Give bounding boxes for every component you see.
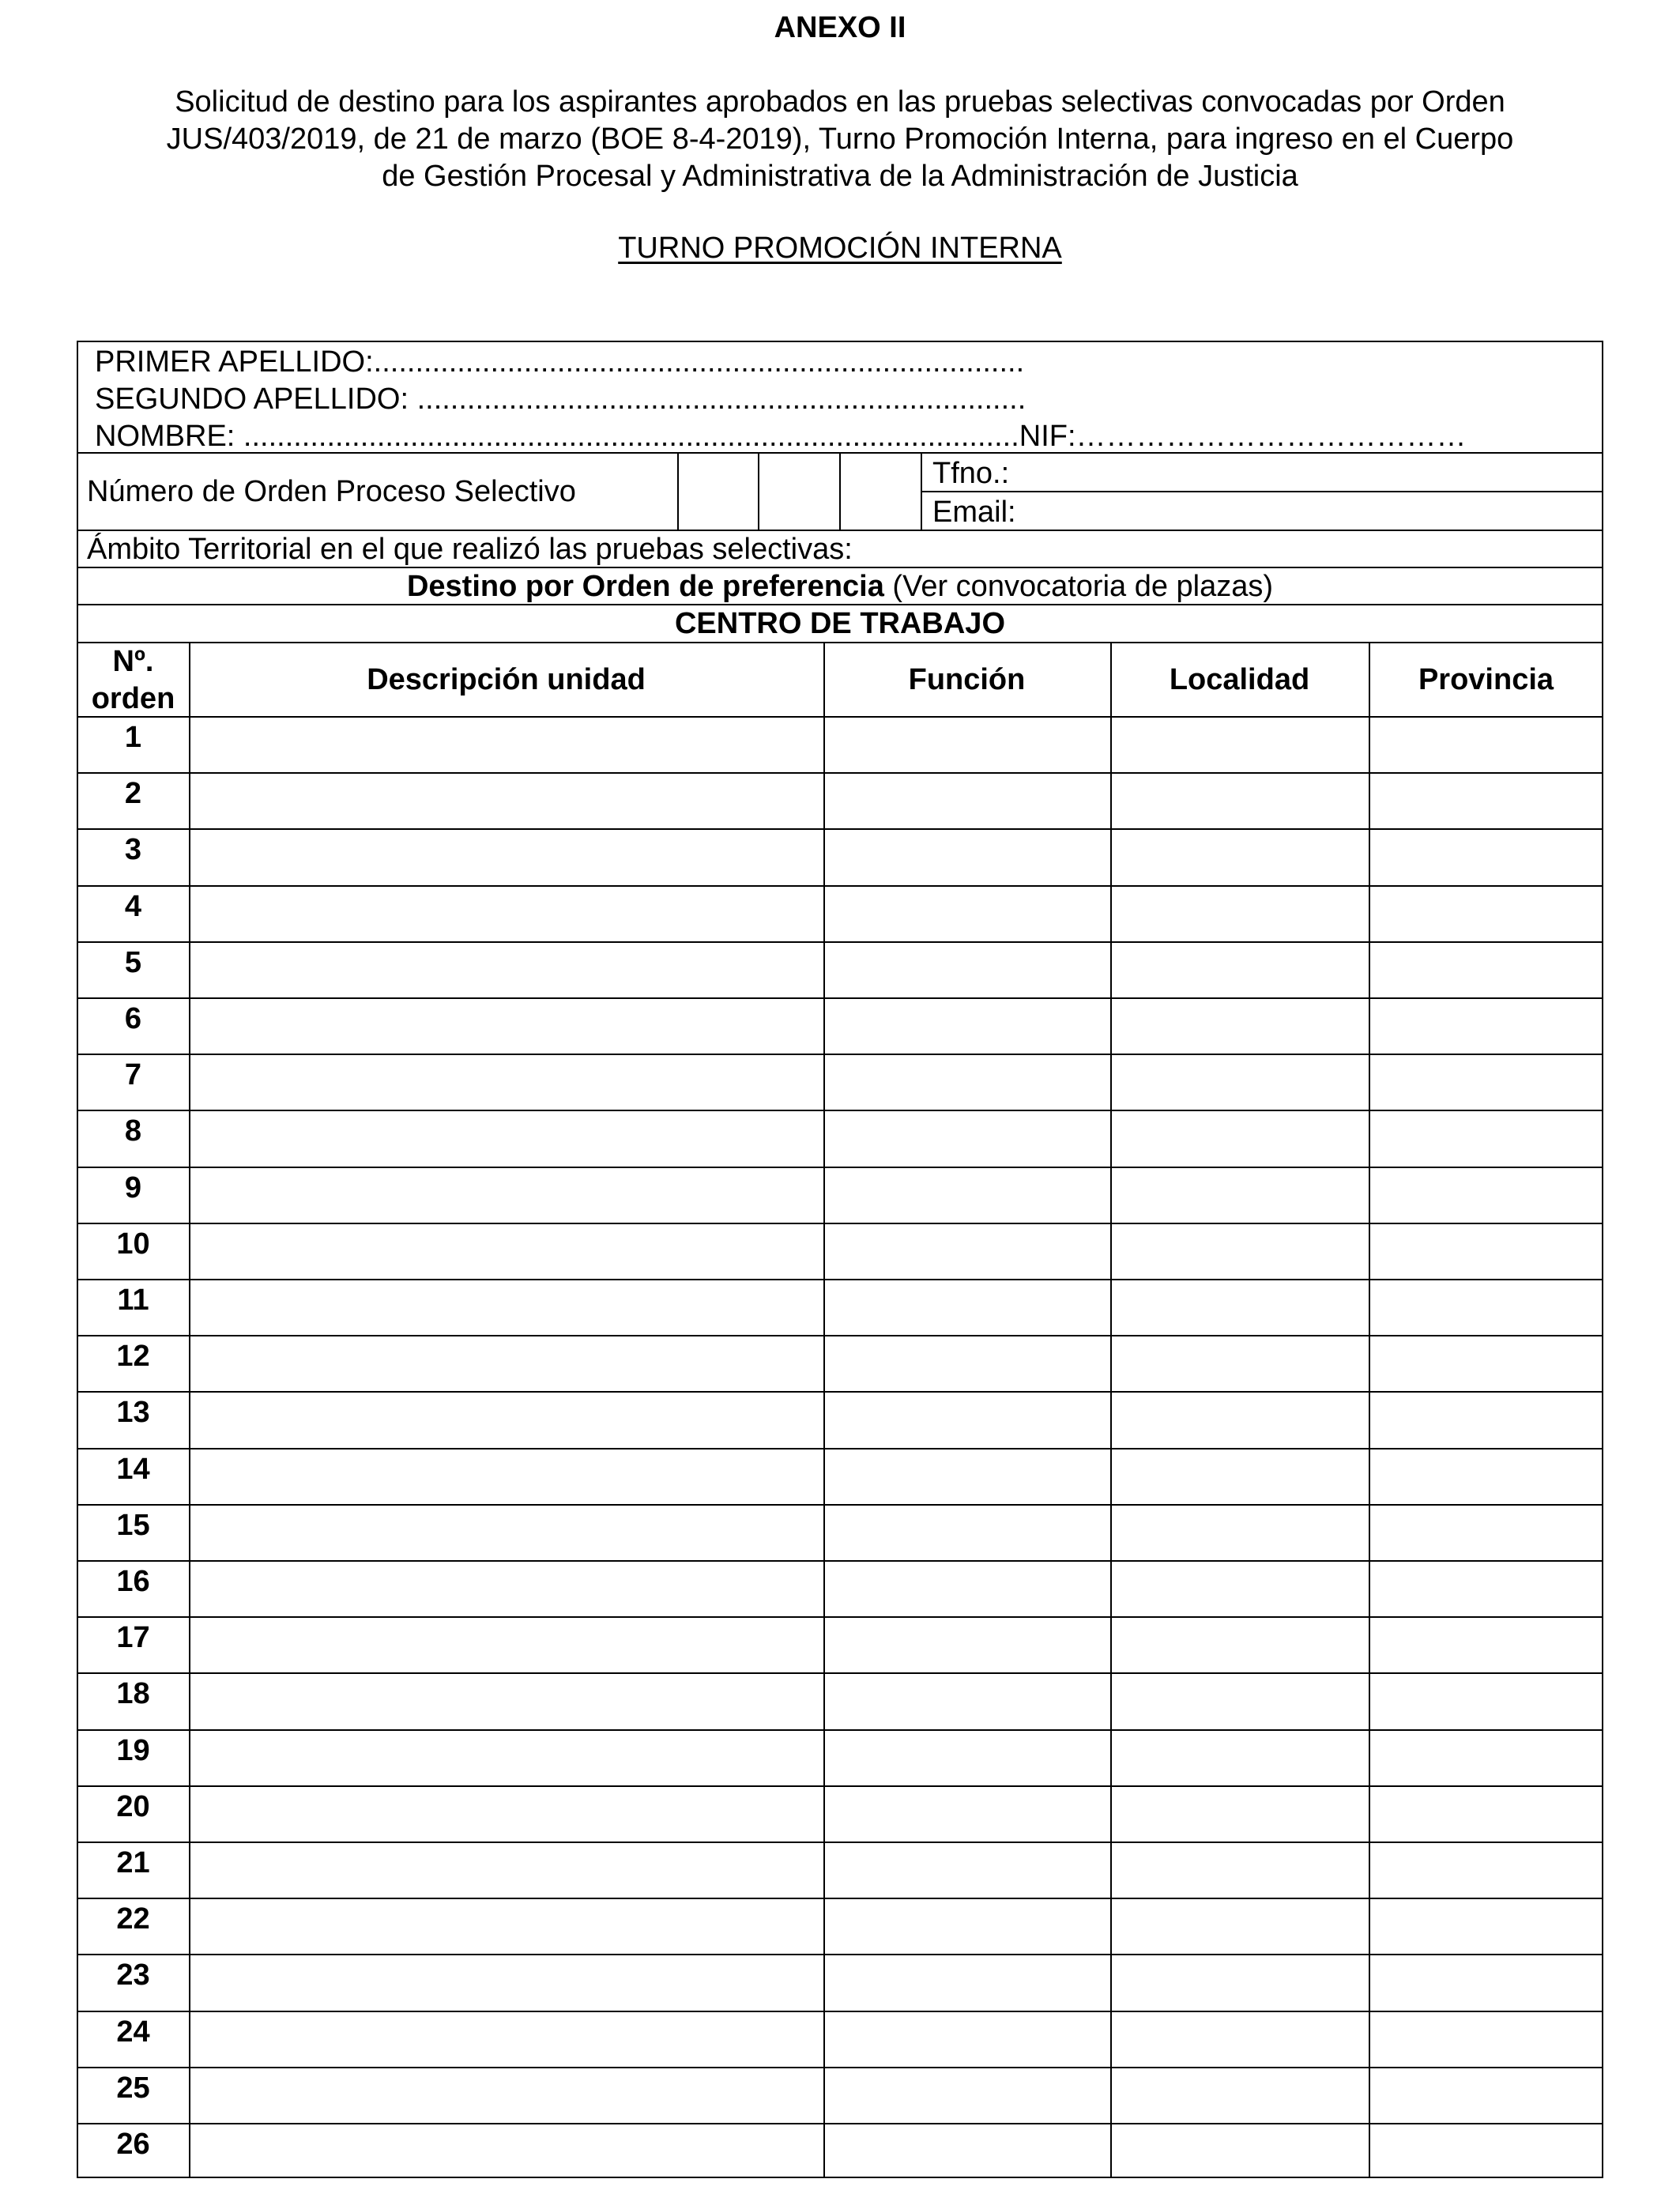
- row-number: 7: [124, 1058, 142, 1092]
- row-divider: [77, 2067, 1603, 2068]
- row-divider: [77, 885, 1603, 887]
- column-divider: [1369, 642, 1370, 2178]
- destino-heading: [77, 571, 1603, 601]
- annex-title: ANEXO II: [774, 11, 906, 44]
- row-number: 3: [124, 833, 142, 867]
- row-divider: [77, 1054, 1603, 1055]
- row-divider: [77, 2011, 1603, 2012]
- segundo-apellido-field[interactable]: SEGUNDO APELLIDO: .........................................................................: [95, 383, 1026, 416]
- numero-orden-box-3[interactable]: [841, 452, 922, 530]
- row-number: 11: [117, 1284, 149, 1317]
- primer-apellido-field[interactable]: PRIMER APELLIDO:..............................................................................: [95, 345, 1025, 379]
- row-number: 15: [116, 1508, 150, 1542]
- row-divider: [77, 1167, 1603, 1168]
- row-divider: [77, 772, 1603, 774]
- divider: [77, 642, 1603, 643]
- nombre-nif-field[interactable]: NOMBRE: .............................................................................................NIF:…………………………………: [95, 420, 1467, 453]
- row-number: 2: [124, 777, 142, 811]
- col-provincia-header: Provincia: [1418, 663, 1554, 696]
- row-number: 19: [116, 1733, 150, 1767]
- row-number: 9: [124, 1171, 142, 1204]
- column-divider: [1110, 642, 1112, 2178]
- row-divider: [77, 1223, 1603, 1224]
- row-number: 1: [124, 721, 142, 754]
- row-number: 26: [116, 2128, 150, 2161]
- col-descripcion-header: Descripción unidad: [367, 663, 646, 696]
- col-num-header-line1: Nº.: [112, 645, 154, 678]
- row-divider: [77, 1616, 1603, 1618]
- row-number: 21: [116, 1846, 150, 1879]
- row-divider: [77, 1785, 1603, 1787]
- row-number: 6: [124, 1002, 142, 1035]
- row-divider: [77, 1448, 1603, 1449]
- numero-orden-box-1[interactable]: [677, 452, 759, 530]
- row-divider: [77, 1954, 1603, 1955]
- row-divider: [77, 1504, 1603, 1506]
- divider: [77, 604, 1603, 605]
- row-number: 13: [116, 1396, 150, 1430]
- row-number: 16: [116, 1565, 150, 1598]
- row-divider: [77, 1110, 1603, 1111]
- row-number: 25: [116, 2071, 150, 2105]
- row-divider: [77, 1391, 1603, 1393]
- col-num-header-line2: orden: [91, 682, 175, 715]
- intro-paragraph: [0, 84, 1680, 195]
- row-number: 5: [124, 945, 142, 979]
- row-divider: [77, 1279, 1603, 1280]
- turno-heading: TURNO PROMOCIÓN INTERNA: [618, 232, 1062, 265]
- tfno-label[interactable]: Tfno.:: [932, 457, 1010, 490]
- column-divider: [189, 642, 190, 2178]
- row-divider: [77, 1898, 1603, 1899]
- row-divider: [77, 1729, 1603, 1731]
- row-divider: [77, 1842, 1603, 1843]
- centro-trabajo-heading: CENTRO DE TRABAJO: [674, 607, 1006, 640]
- email-label[interactable]: Email:: [932, 496, 1016, 529]
- row-divider: [77, 1672, 1603, 1674]
- intro-line-3: de Gestión Procesal y Administrativa de la Administración de Justicia: [382, 160, 1298, 193]
- numero-orden-label: Número de Orden Proceso Selectivo: [87, 475, 576, 508]
- row-number: 17: [116, 1621, 150, 1655]
- column-divider: [823, 642, 825, 2178]
- row-number: 22: [116, 1902, 150, 1936]
- intro-line-1: Solicitud de destino para los aspirantes aprobados en las pruebas selectivas convocadas por Orden: [175, 85, 1505, 119]
- row-divider: [77, 1335, 1603, 1336]
- row-number: 20: [116, 1789, 150, 1823]
- row-number: 24: [116, 2015, 150, 2049]
- row-number: 14: [116, 1452, 150, 1486]
- row-number: 23: [116, 1958, 150, 1992]
- row-number: 18: [116, 1677, 150, 1711]
- destino-heading-bold: Destino por Orden de preferencia: [406, 570, 884, 603]
- intro-line-2: JUS/403/2019, de 21 de marzo (BOE 8-4-2019), Turno Promoción Interna, para ingreso en el Cuerpo: [166, 123, 1514, 156]
- row-divider: [77, 941, 1603, 943]
- divider: [77, 567, 1603, 568]
- row-number: 4: [124, 889, 142, 923]
- row-divider: [77, 997, 1603, 999]
- destino-heading-note: (Ver convocatoria de plazas): [883, 570, 1274, 603]
- col-localidad-header: Localidad: [1169, 663, 1310, 696]
- numero-orden-box-2[interactable]: [759, 452, 841, 530]
- row-divider: [77, 828, 1603, 830]
- row-number: 10: [116, 1227, 150, 1261]
- row-divider: [77, 716, 1603, 718]
- row-number: 8: [124, 1114, 142, 1148]
- divider: [922, 491, 1603, 492]
- row-number: 12: [116, 1340, 150, 1374]
- row-divider: [77, 2123, 1603, 2124]
- ambito-territorial-label[interactable]: Ámbito Territorial en el que realizó las pruebas selectivas:: [87, 533, 853, 566]
- row-divider: [77, 1560, 1603, 1562]
- divider: [77, 530, 1603, 531]
- col-funcion-header: Función: [908, 663, 1026, 696]
